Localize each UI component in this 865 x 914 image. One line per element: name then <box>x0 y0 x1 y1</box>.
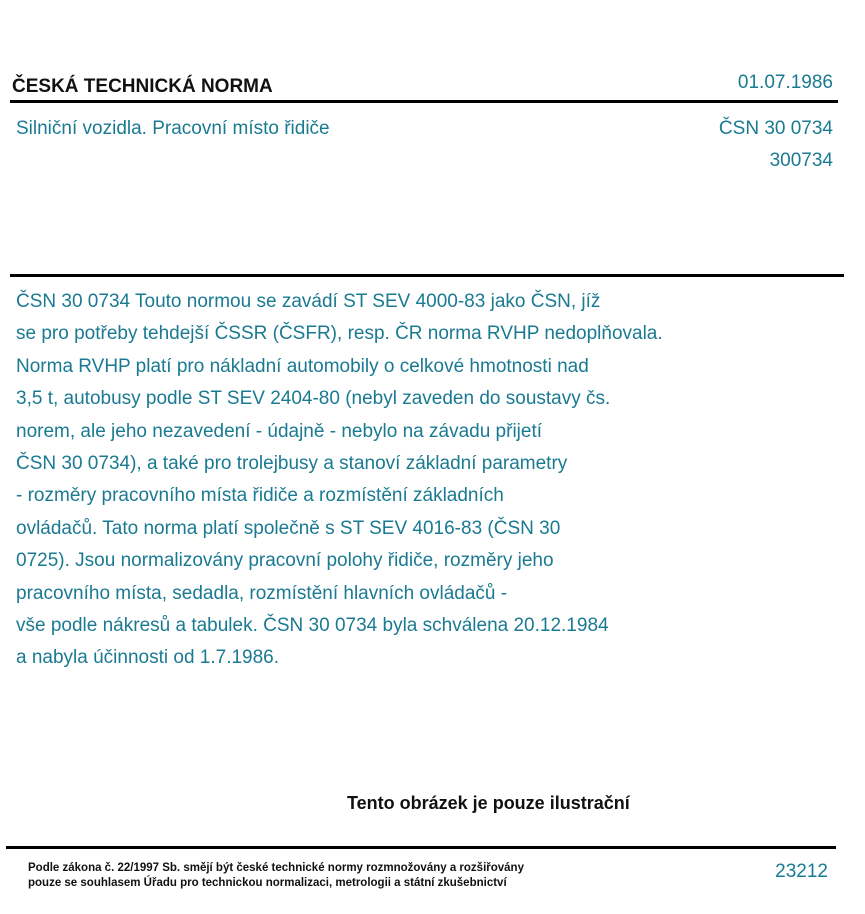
description-line: a nabyla účinnosti od 1.7.1986. <box>16 647 280 669</box>
description-line: Norma RVHP platí pro nákladní automobily o celkové hmotnosti nad <box>16 355 589 377</box>
illustration-note: Tento obrázek je pouze ilustrační <box>347 793 630 813</box>
description-line: - rozměry pracovního místa řidiče a rozmístění základních <box>16 485 504 507</box>
description-line: 3,5 t, autobusy podle ST SEV 2404-80 (nebyl zaveden do soustavy čs. <box>16 388 611 410</box>
description-line: norem, ale jeho nezavedení - údajně - nebylo na závadu přijetí <box>16 420 543 442</box>
standard-subject: Silniční vozidla. Pracovní místo řidiče <box>16 118 330 139</box>
standard-class-number: 300734 <box>769 150 833 171</box>
description-line: pracovního místa, sedadla, rozmístění hlavních ovládačů - <box>16 582 508 604</box>
publication-date: 01.07.1986 <box>737 72 833 93</box>
description-line: se pro potřeby tehdejší ČSSR (ČSFR), resp. ČR norma RVHP nedoplňovala. <box>16 323 663 345</box>
description-line: ovládačů. Tato norma platí společně s ST SEV 4016-83 (ČSN 30 <box>16 517 561 539</box>
section-divider <box>10 274 844 277</box>
copyright-notice <box>28 861 524 891</box>
copyright-line: pouze se souhlasem Úřadu pro technickou normalizaci, metrologii a státní zkušebnictví <box>28 877 507 889</box>
description-line: vše podle nákresů a tabulek. ČSN 30 0734 byla schválena 20.12.1984 <box>16 615 609 637</box>
header-divider <box>10 100 838 103</box>
description-line: 0725). Jsou normalizovány pracovní polohy řidiče, rozměry jeho <box>16 550 554 572</box>
document-type-title: ČESKÁ TECHNICKÁ NORMA <box>12 76 273 97</box>
standard-code: ČSN 30 0734 <box>718 118 833 139</box>
copyright-line: Podle zákona č. 22/1997 Sb. smějí být české technické normy rozmnožovány a rozšiřovány <box>28 862 524 874</box>
footer-divider <box>6 846 836 849</box>
standard-description <box>16 286 776 675</box>
description-line: ČSN 30 0734 Touto normou se zavádí ST SEV 4000-83 jako ČSN, jíž <box>16 291 601 312</box>
document-number: 23212 <box>775 861 828 882</box>
description-line: ČSN 30 0734), a také pro trolejbusy a stanoví základní parametry <box>16 453 568 475</box>
